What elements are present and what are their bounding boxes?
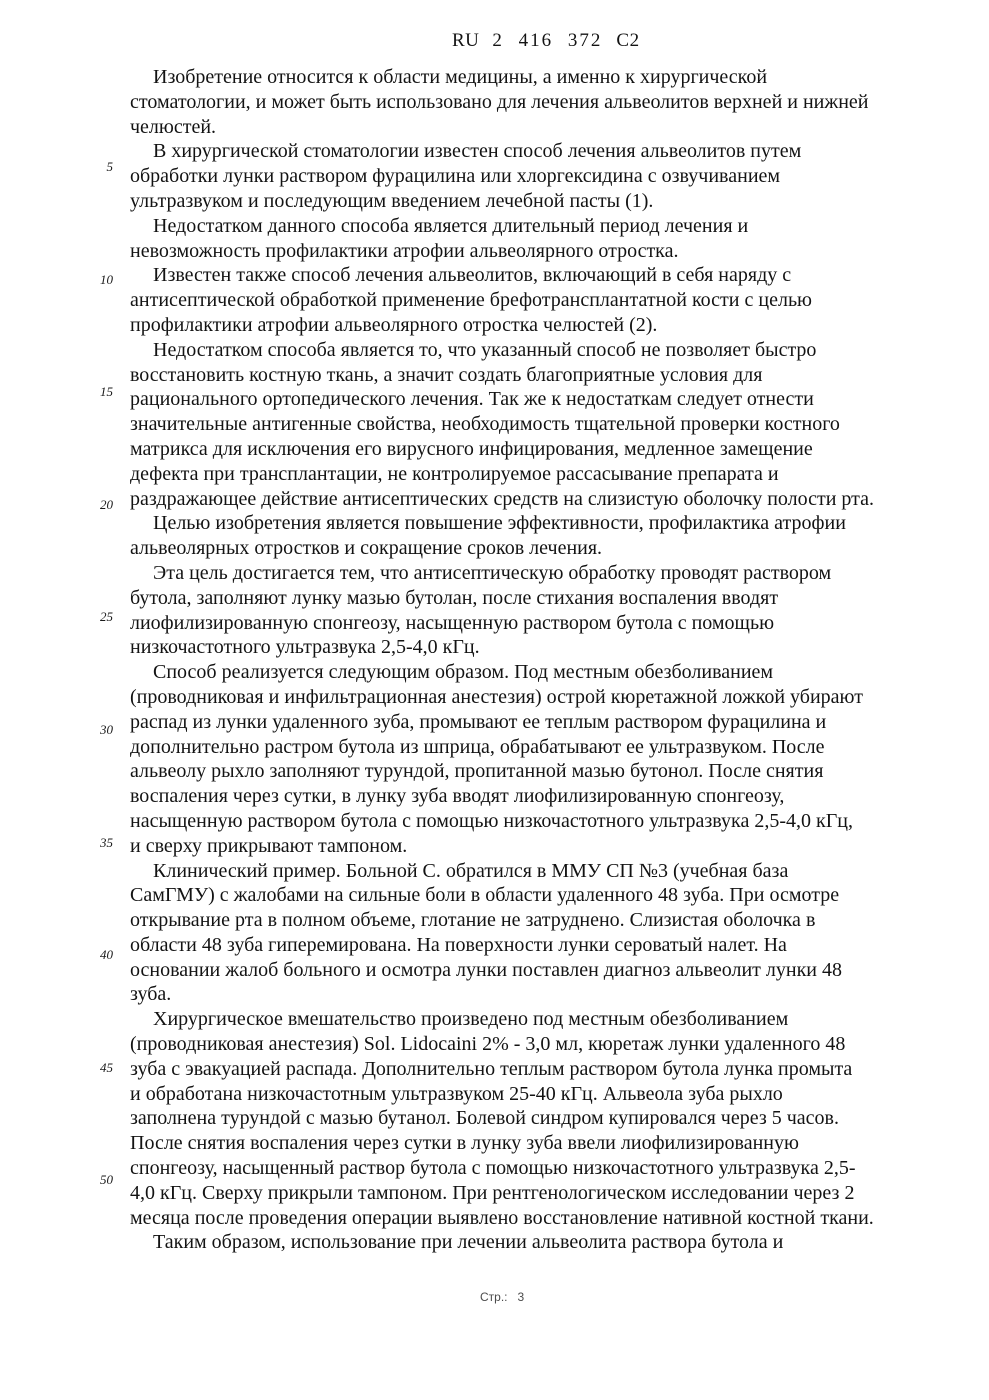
page-footer (480, 1290, 524, 1304)
text-line: распад из лунки удаленного зуба, промывают ее теплым раствором фурацилина и (130, 710, 827, 733)
patent-body-text (130, 65, 950, 1255)
text-line: СамГМУ) с жалобами на сильные боли в области удаленного 48 зуба. При осмотре (130, 884, 840, 907)
text-line: рационального ортопедического лечения. Так же к недостаткам следует отнести (130, 388, 814, 411)
margin-line-number: 35 (100, 835, 113, 850)
text-line: челюстей. (130, 115, 217, 138)
text-line: Клинический пример. Больной С. обратился в ММУ СП №3 (учебная база (153, 859, 789, 882)
text-line: области 48 зуба гиперемирована. На поверхности лунки сероватый налет. На (130, 933, 787, 956)
text-line: невозможность профилактики атрофии альвеолярного отростка. (130, 239, 679, 262)
margin-line-number: 50 (100, 1172, 113, 1187)
text-line: Недостатком данного способа является длительный период лечения и (153, 214, 749, 237)
text-line: лиофилизированную спонгеозу, насыщенную раствором бутола с помощью (130, 611, 775, 634)
text-line: зуба. (130, 983, 172, 1006)
text-line: спонгеозу, насыщенный раствор бутола с помощью низкочастотного ультразвука 2,5- (130, 1157, 856, 1180)
text-line: бутола, заполняют лунку мазью бутолан, после стихания воспаления вводят (130, 586, 779, 609)
text-line: 4,0 кГц. Сверху прикрыли тампоном. При рентгенологическом исследовании через 2 (130, 1181, 855, 1204)
text-line: дефекта при трансплантации, не контролируемое рассасывание препарата и (130, 462, 779, 485)
margin-line-number: 25 (100, 609, 113, 624)
patent-header (452, 30, 640, 52)
text-line: восстановить костную ткань, а значит создать благоприятные условия для (130, 363, 763, 386)
text-line: зуба с эвакуацией распада. Дополнительно теплым раствором бутола лунка промыта (130, 1057, 853, 1080)
text-line: Способ реализуется следующим образом. Под местным обезболиванием (153, 661, 774, 684)
page-label: Стр.: (480, 1290, 508, 1304)
text-line: заполнена турундой с мазью бутанол. Болевой синдром купировался через 5 часов. (130, 1107, 839, 1130)
text-line: После снятия воспаления через сутки в лунку зуба ввели лиофилизированную (130, 1132, 799, 1155)
text-line: матрикса для исключения его вирусного инфицирования, медленное замещение (130, 437, 813, 460)
publication-number: 2 416 372 (492, 30, 603, 51)
text-line: и сверху прикрывают тампоном. (130, 834, 408, 857)
text-line: Известен также способ лечения альвеолитов, включающий в себя наряду с (153, 264, 792, 287)
text-line: Изобретение относится к области медицины, а именно к хирургической (153, 66, 768, 88)
margin-line-number: 20 (100, 497, 113, 512)
text-line: дополнительно растром бутола из шприца, обрабатывают ее ультразвуком. После (130, 735, 825, 758)
margin-line-number: 15 (100, 384, 113, 399)
text-line: Хирургическое вмешательство произведено под местным обезболиванием (153, 1008, 789, 1031)
page-number: 3 (517, 1290, 525, 1304)
text-line: Эта цель достигается тем, что антисептическую обработку проводят раствором (153, 561, 832, 584)
text-line: профилактики атрофии альвеолярного отростка челюстей (2). (130, 313, 658, 336)
text-line: раздражающее действие антисептических средств на слизистую оболочку полости рта. (130, 487, 875, 510)
text-line: стоматологии, и может быть использовано для лечения альвеолитов верхней и нижней (130, 90, 869, 113)
country-code: RU (452, 30, 480, 51)
text-line: (проводниковая анестезия) Sol. Lidocaini 2% - 3,0 мл, кюретаж лунки удаленного 48 (130, 1033, 846, 1056)
text-line: ультразвуком и последующим введением лечебной пасты (1). (130, 189, 654, 212)
margin-line-number: 30 (100, 722, 113, 737)
text-line: месяца после проведения операции выявлено восстановление нативной костной ткани. (130, 1206, 874, 1229)
kind-code: C2 (616, 30, 640, 51)
text-line: альвеолярных отростков и сокращение сроков лечения. (130, 537, 603, 560)
margin-line-number: 45 (100, 1060, 113, 1075)
text-line: и обработана низкочастотным ультразвуком 25-40 кГц. Альвеола зуба рыхло (130, 1082, 783, 1105)
text-line: В хирургической стоматологии известен способ лечения альвеолитов путем (153, 140, 802, 163)
text-line: основании жалоб больного и осмотра лунки поставлен диагноз альвеолит лунки 48 (130, 958, 842, 981)
text-line: антисептической обработкой применение брефотрансплантатной кости с целью (130, 289, 813, 312)
text-line: открывание рта в полном объеме, глотание не затруднено. Слизистая оболочка в (130, 909, 816, 932)
text-line: Недостатком способа является то, что указанный способ не позволяет быстро (153, 338, 817, 361)
margin-line-number: 10 (100, 272, 113, 287)
text-line: альвеолу рыхло заполняют турундой, пропитанной мазью бутонол. После снятия (130, 760, 824, 783)
text-line: низкочастотного ультразвука 2,5-4,0 кГц. (130, 636, 480, 659)
text-line: (проводниковая и инфильтрационная анестезия) острой кюретажной ложкой убирают (130, 685, 863, 708)
text-line: значительные антигенные свойства, необходимость тщательной проверки костного (130, 413, 840, 436)
text-line: Таким образом, использование при лечении альвеолита раствора бутола и (153, 1231, 784, 1254)
text-line: обработки лунки раствором фурацилина или хлоргексидина с озвучиванием (130, 165, 781, 188)
margin-line-number: 5 (106, 159, 113, 174)
text-line: Целью изобретения является повышение эффективности, профилактика атрофии (153, 512, 846, 535)
margin-line-number: 40 (100, 947, 113, 962)
text-line: воспаления через сутки, в лунку зуба вводят лиофилизированную спонгеозу, (130, 785, 785, 808)
text-line: насыщенную раствором бутола с помощью низкочастотного ультразвука 2,5-4,0 кГц, (130, 809, 853, 832)
